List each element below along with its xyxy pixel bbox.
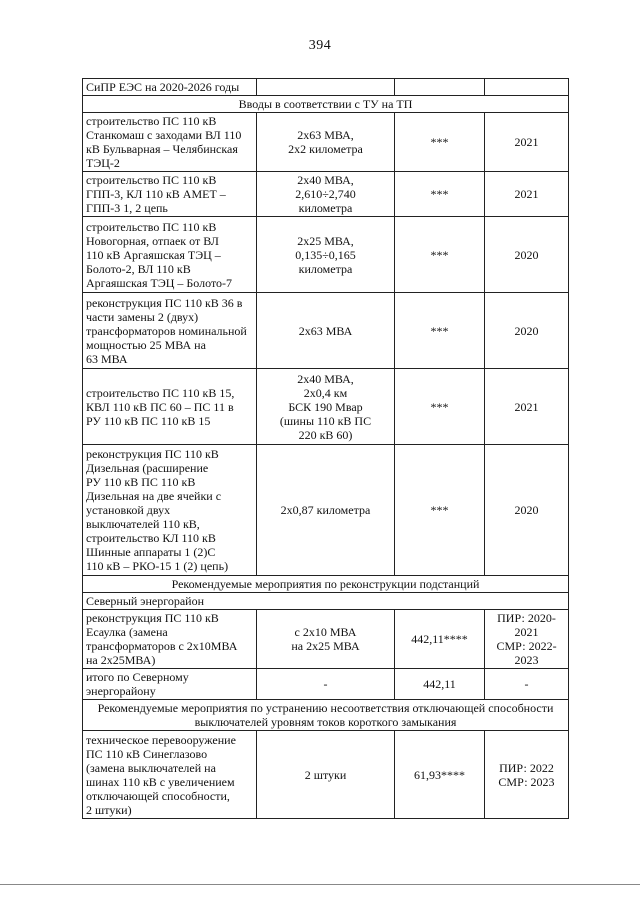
section-row xyxy=(83,700,569,731)
total-cost: 442,11 xyxy=(395,669,485,700)
header-empty-cell xyxy=(485,79,569,96)
object-parameters: 2х40 МВА, 2,610÷2,740 километра xyxy=(257,172,395,217)
object-parameters: с 2х10 МВА на 2х25 МВА xyxy=(257,610,395,669)
object-name: строительство ПС 110 кВ Новогорная, отпаек от ВЛ 110 кВ Аргаяшская ТЭЦ – Болото-2, ВЛ 110 кВ Аргаяшская ТЭЦ – Болото-7 xyxy=(83,217,257,293)
table-header-row xyxy=(83,79,569,96)
object-cost: 61,93**** xyxy=(395,731,485,819)
object-cost: *** xyxy=(395,172,485,217)
object-year: 2021 xyxy=(485,113,569,172)
section-title-reconstruction: Рекомендуемые мероприятия по реконструкции подстанций xyxy=(83,576,569,593)
object-name: строительство ПС 110 кВ 15, КВЛ 110 кВ ПС 60 – ПС 11 в РУ 110 кВ ПС 110 кВ 15 xyxy=(83,369,257,445)
object-cost: 442,11**** xyxy=(395,610,485,669)
table-row xyxy=(83,172,569,217)
table-row xyxy=(83,217,569,293)
total-year: - xyxy=(485,669,569,700)
header-empty-cell xyxy=(257,79,395,96)
object-name: реконструкция ПС 110 кВ Есаулка (замена трансформаторов с 2х10МВА на 2х25МВА) xyxy=(83,610,257,669)
object-year: 2021 xyxy=(485,369,569,445)
page-bottom-rule xyxy=(0,884,640,885)
object-name: строительство ПС 110 кВ Станкомаш с заходами ВЛ 110 кВ Бульварная – Челябинская ТЭЦ-2 xyxy=(83,113,257,172)
object-year: ПИР: 2022 СМР: 2023 xyxy=(485,731,569,819)
object-name: строительство ПС 110 кВ ГПП-3, КЛ 110 кВ АМЕТ – ГПП-3 1, 2 цепь xyxy=(83,172,257,217)
total-row xyxy=(83,669,569,700)
table-row xyxy=(83,113,569,172)
object-cost: *** xyxy=(395,369,485,445)
table-row xyxy=(83,610,569,669)
object-cost: *** xyxy=(395,293,485,369)
object-name: реконструкция ПС 110 кВ Дизельная (расширение РУ 110 кВ ПС 110 кВ Дизельная на две ячейки с установкой двух выключателей 110 кВ, строительство КЛ 110 кВ Шинные аппараты 1 (2)С 110 кВ – РКО-15 1 (2) цепь) xyxy=(83,445,257,576)
total-parameters: - xyxy=(257,669,395,700)
object-cost: *** xyxy=(395,445,485,576)
object-parameters: 2х63 МВА, 2х2 километра xyxy=(257,113,395,172)
object-parameters: 2х40 МВА, 2х0,4 км БСК 190 Мвар (шины 110 кВ ПС 220 кВ 60) xyxy=(257,369,395,445)
page-number: 394 xyxy=(308,38,332,53)
object-parameters: 2х63 МВА xyxy=(257,293,395,369)
total-label: итого по Северному энергорайону xyxy=(83,669,257,700)
object-cost: *** xyxy=(395,217,485,293)
section-row xyxy=(83,96,569,113)
table-row xyxy=(83,369,569,445)
object-name: техническое перевооружение ПС 110 кВ Синеглазово (замена выключателей на шинах 110 кВ с увеличением отключающей способности, 2 штуки) xyxy=(83,731,257,819)
object-parameters: 2х0,87 километра xyxy=(257,445,395,576)
object-year: 2020 xyxy=(485,445,569,576)
table-row xyxy=(83,293,569,369)
object-parameters: 2 штуки xyxy=(257,731,395,819)
object-year: 2021 xyxy=(485,172,569,217)
table-row xyxy=(83,445,569,576)
subregion-title: Северный энергорайон xyxy=(83,593,569,610)
header-empty-cell xyxy=(395,79,485,96)
object-year: 2020 xyxy=(485,217,569,293)
section-title-tu: Вводы в соответствии с ТУ на ТП xyxy=(83,96,569,113)
header-label: СиПР ЕЭС на 2020-2026 годы xyxy=(83,79,257,96)
object-year: ПИР: 2020-2021 СМР: 2022-2023 xyxy=(485,610,569,669)
object-year: 2020 xyxy=(485,293,569,369)
investment-table xyxy=(82,78,569,819)
section-row xyxy=(83,576,569,593)
section-title-breakers: Рекомендуемые мероприятия по устранению несоответствия отключающей способности выключателей уровням токов короткого замыкания xyxy=(83,700,569,731)
subregion-row xyxy=(83,593,569,610)
table-row xyxy=(83,731,569,819)
object-cost: *** xyxy=(395,113,485,172)
object-name: реконструкция ПС 110 кВ 36 в части замены 2 (двух) трансформаторов номинальной мощностью 25 МВА на 63 МВА xyxy=(83,293,257,369)
object-parameters: 2х25 МВА, 0,135÷0,165 километра xyxy=(257,217,395,293)
